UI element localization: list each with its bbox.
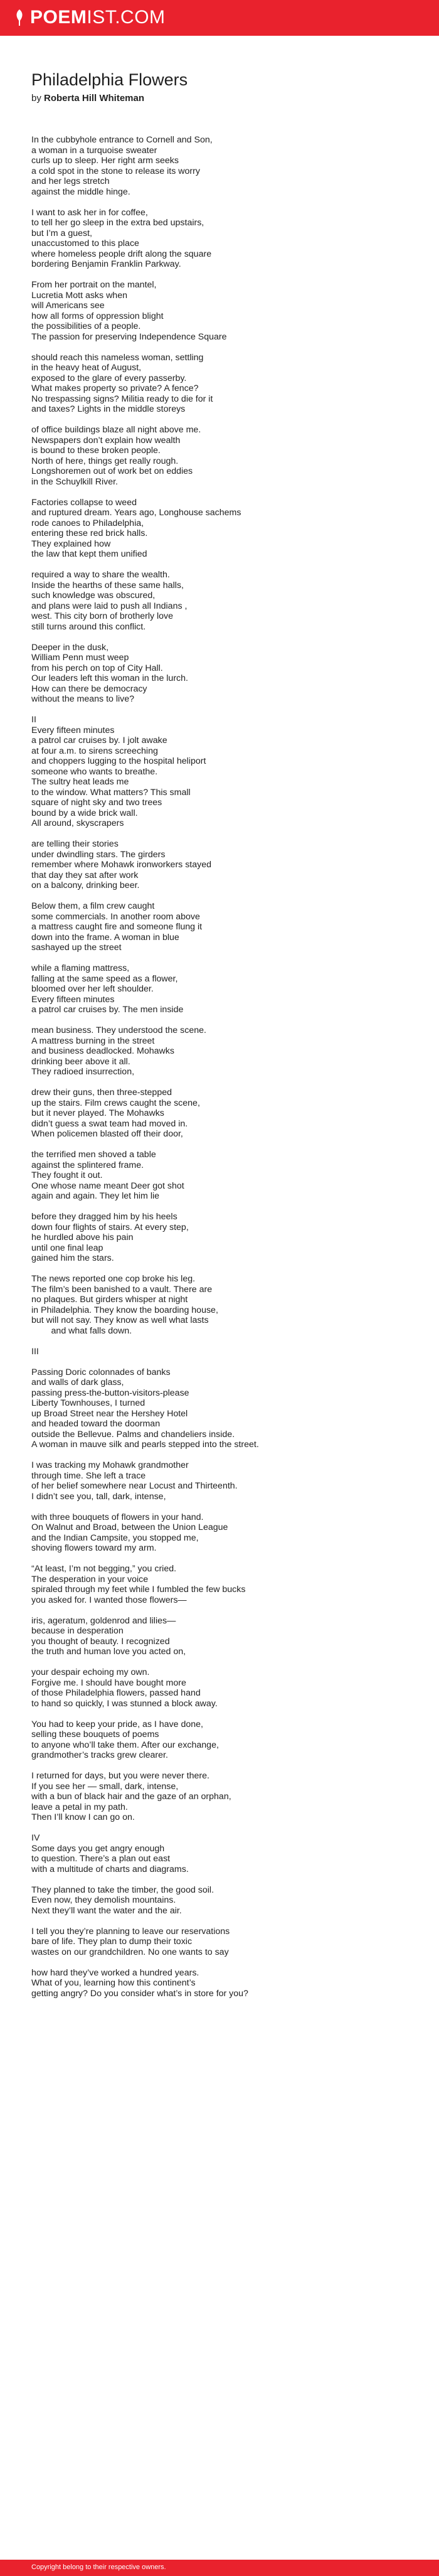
poem-line: and taxes? Lights in the middle storeys — [31, 404, 186, 414]
byline-label: by — [31, 93, 41, 104]
poem-line: you thought of beauty. I recognized — [31, 1636, 170, 1647]
poem-line: Every fifteen minutes — [31, 994, 115, 1005]
poem-line: gained him the stars. — [31, 1253, 114, 1263]
poem-line: against the middle hinge. — [31, 186, 130, 197]
stanza — [31, 715, 408, 829]
poem-line: All around, skyscrapers — [31, 818, 124, 828]
poem-line: selling these bouquets of poems — [31, 1729, 159, 1740]
poem-line: will Americans see — [31, 301, 105, 311]
poem-line: When policemen blasted off their door, — [31, 1129, 183, 1139]
poem-line: on a balcony, drinking beer. — [31, 880, 140, 890]
poem-line: On Walnut and Broad, between the Union League — [31, 1522, 228, 1532]
poem-line: If you see her — small, dark, intense, — [31, 1781, 179, 1792]
poem-line: Passing Doric colonnades of banks — [31, 1367, 171, 1377]
poem-line: some commercials. In another room above — [31, 911, 200, 922]
poem-line: how all forms of oppression blight — [31, 311, 164, 321]
poem-line: I tell you they’re planning to leave our reservations — [31, 1926, 230, 1937]
poem-line: leave a petal in my path. — [31, 1802, 128, 1812]
stanza — [31, 425, 408, 487]
poem-line: again and again. They let him lie — [31, 1191, 160, 1201]
poem-line: One whose name meant Deer got shot — [31, 1180, 184, 1191]
poem-line: at four a.m. to sirens screeching — [31, 746, 158, 756]
poem-line: a woman in a turquoise sweater — [31, 145, 157, 156]
poem-line: A mattress burning in the street — [31, 1035, 155, 1046]
poem-line: but I’m a guest, — [31, 228, 92, 238]
stanza — [31, 1833, 408, 1874]
poem-line: how hard they’ve worked a hundred years. — [31, 1967, 199, 1978]
poem-line: the truth and human love you acted on, — [31, 1647, 186, 1657]
stanza — [31, 1150, 408, 1202]
stanza — [31, 643, 408, 705]
poem-line: outside the Bellevue. Palms and chandeliers inside. — [31, 1429, 235, 1440]
site-footer — [0, 2560, 439, 2576]
poem-line: square of night sky and two trees — [31, 798, 162, 808]
poem-line: drinking beer above it all. — [31, 1056, 130, 1067]
poem-line: and business deadlocked. Mohawks — [31, 1046, 174, 1056]
poem-line: North of here, things get really rough. — [31, 456, 179, 466]
poem-line: to anyone who’ll take them. After our exchange, — [31, 1740, 219, 1750]
poem-line: No trespassing signs? Militia ready to die for it — [31, 393, 213, 404]
poem-line: A woman in mauve silk and pearls stepped into the street. — [31, 1440, 259, 1450]
poem-line: of those Philadelphia flowers, passed hand — [31, 1688, 201, 1698]
poem-line: In the cubbyhole entrance to Cornell and Son, — [31, 135, 213, 145]
stanza — [31, 1025, 408, 1077]
poem-line: Inside the hearths of these same halls, — [31, 580, 184, 591]
poem-line: The film’s been banished to a vault. There are — [31, 1284, 213, 1295]
poem-line: grandmother’s tracks grew clearer. — [31, 1750, 168, 1760]
stanza — [31, 1927, 408, 1958]
poem-line: without the means to live? — [31, 694, 135, 704]
poem-line: III — [31, 1346, 39, 1357]
poem-line: shoving flowers toward my arm. — [31, 1543, 157, 1553]
site-header — [0, 0, 439, 36]
poem-line: a patrol car cruises by. I jolt awake — [31, 735, 167, 746]
poem-body — [31, 135, 408, 2009]
poem-line: with a multitude of charts and diagrams. — [31, 1864, 189, 1874]
poem-line: Below them, a film crew caught — [31, 901, 155, 911]
stanza — [31, 280, 408, 342]
poem-line: the law that kept them unified — [31, 549, 147, 559]
poem-line: the possibilities of a people. — [31, 321, 141, 331]
poem-line: Forgive me. I should have bought more — [31, 1677, 186, 1688]
stanza — [31, 963, 408, 1015]
poem-line: no plaques. But girders whisper at night — [31, 1295, 188, 1305]
poem-line: with a bun of black hair and the gaze of an orphan, — [31, 1792, 231, 1802]
poem-line: before they dragged him by his heels — [31, 1212, 177, 1222]
poem-line: are telling their stories — [31, 839, 119, 849]
poem-line: You had to keep your pride, as I have done, — [31, 1719, 203, 1729]
poem-line: west. This city born of brotherly love — [31, 611, 174, 621]
poem-line: Deeper in the dusk, — [31, 642, 109, 653]
quill-icon — [14, 9, 25, 26]
poem-line: up Broad Street near the Hershey Hotel — [31, 1408, 188, 1419]
poem-line: “At least, I’m not begging,” you cried. — [31, 1564, 177, 1574]
poem-line: spiraled through my feet while I fumbled the few bucks — [31, 1585, 246, 1595]
poem-line: Then I’ll know I can go on. — [31, 1812, 135, 1822]
stanza — [31, 353, 408, 415]
poem-line: and walls of dark glass, — [31, 1377, 124, 1387]
poem-line: From her portrait on the mantel, — [31, 280, 157, 290]
poem-line: The news reported one cop broke his leg. — [31, 1274, 196, 1284]
poem-line: unaccustomed to this place — [31, 238, 139, 249]
poem-line: and her legs stretch — [31, 176, 110, 186]
author-name[interactable]: Roberta Hill Whiteman — [44, 93, 145, 104]
poem-line: where homeless people drift along the square — [31, 249, 212, 259]
poem-line: The passion for preserving Independence Square — [31, 331, 227, 342]
poem-line: a cold spot in the stone to release its worry — [31, 166, 200, 176]
poem-line: I didn’t see you, tall, dark, intense, — [31, 1491, 166, 1502]
poem-line: and ruptured dream. Years ago, Longhouse sachems — [31, 508, 241, 518]
poem-line: the terrified men shoved a table — [31, 1150, 156, 1160]
poem-line: bloomed over her left shoulder. — [31, 984, 154, 994]
poem-line: he hurdled above his pain — [31, 1232, 134, 1243]
stanza — [31, 1212, 408, 1264]
poem-line: passing press-the-button-visitors-please — [31, 1387, 189, 1398]
poem-line: I was tracking my Mohawk grandmother — [31, 1460, 189, 1470]
poem-line: to question. There’s a plan out east — [31, 1854, 171, 1864]
poem-line: entering these red brick halls. — [31, 528, 148, 538]
poem-line: a mattress caught fire and someone flung it — [31, 922, 203, 932]
poem-line: bound by a wide brick wall. — [31, 808, 138, 818]
poem-line: Next they’ll want the water and the air. — [31, 1905, 182, 1916]
stanza — [31, 1719, 408, 1761]
poem-line: while a flaming mattress, — [31, 963, 130, 973]
site-logo[interactable] — [14, 8, 166, 28]
poem-line: in Philadelphia. They know the boarding house, — [31, 1305, 218, 1315]
poem-line: I want to ask her in for coffee, — [31, 207, 148, 218]
poem-line: of office buildings blaze all night above me. — [31, 425, 201, 435]
poem-line: is bound to these broken people. — [31, 446, 161, 456]
poem-line: and the Indian Campsite, you stopped me, — [31, 1532, 199, 1543]
poem-line: They planned to take the timber, the good soil. — [31, 1884, 214, 1895]
poem-line: still turns around this conflict. — [31, 621, 146, 632]
poem-line: until one final leap — [31, 1243, 103, 1253]
poem-line: your despair echoing my own. — [31, 1667, 150, 1677]
poem-line: to tell her go sleep in the extra bed upstairs, — [31, 218, 204, 228]
poem-line: down into the frame. A woman in blue — [31, 932, 179, 943]
poem-line: someone who wants to breathe. — [31, 766, 158, 777]
poem-line: against the splintered frame. — [31, 1160, 144, 1170]
poem-line: bare of life. They plan to dump their toxic — [31, 1937, 193, 1947]
poem-line: through time. She left a trace — [31, 1470, 146, 1481]
poem-line: under dwindling stars. The girders — [31, 849, 166, 860]
stanza — [31, 1667, 408, 1709]
poem-line: to hand so quickly, I was stunned a block away. — [31, 1698, 218, 1709]
poem-line: Our leaders left this woman in the lurch. — [31, 673, 188, 683]
logo-text-bold: POEM — [30, 7, 87, 28]
stanza — [31, 1367, 408, 1450]
poem-line: you asked for. I wanted those flowers— — [31, 1595, 187, 1605]
poem-line: required a way to share the wealth. — [31, 570, 170, 580]
poem-line: IV — [31, 1833, 40, 1843]
poem-line: and choppers lugging to the hospital heliport — [31, 756, 206, 766]
byline — [31, 93, 144, 104]
stanza — [31, 208, 408, 270]
poem-line: and headed toward the doorman — [31, 1419, 161, 1429]
copyright-text: Copyright belong to their respective owners. — [31, 2563, 166, 2571]
poem-line: because in desperation — [31, 1626, 124, 1636]
poem-line: iris, ageratum, goldenrod and lilies— — [31, 1615, 176, 1626]
poem-line: with three bouquets of flowers in your hand. — [31, 1512, 204, 1522]
poem-line: Every fifteen minutes — [31, 725, 115, 735]
poem-line: should reach this nameless woman, settling — [31, 352, 204, 363]
poem-line: bordering Benjamin Franklin Parkway. — [31, 259, 181, 269]
poem-line: exposed to the glare of every passerby. — [31, 373, 187, 383]
poem-line: Longshoremen out of work bet on eddies — [31, 466, 193, 476]
stanza — [31, 1564, 408, 1605]
stanza — [31, 1347, 408, 1357]
poem-title: Philadelphia Flowers — [31, 70, 188, 89]
poem-line: Even now, they demolish mountains. — [31, 1895, 176, 1905]
poem-line: What of you, learning how this continent’s — [31, 1978, 196, 1988]
stanza — [31, 1274, 408, 1336]
poem-line: The desperation in your voice — [31, 1574, 149, 1585]
poem-line: They radioed insurrection, — [31, 1067, 135, 1077]
poem-line: How can there be democracy — [31, 683, 147, 694]
poem-line: They fought it out. — [31, 1170, 103, 1180]
stanza — [31, 1616, 408, 1657]
poem-line: wastes on our grandchildren. No one wants to say — [31, 1947, 229, 1957]
stanza — [31, 570, 408, 632]
stanza — [31, 901, 408, 953]
poem-line: and plans were laid to push all Indians , — [31, 601, 188, 611]
stanza — [31, 135, 408, 197]
stanza — [31, 1885, 408, 1916]
poem-line: in the heavy heat of August, — [31, 363, 142, 373]
poem-line: Liberty Townhouses, I turned — [31, 1398, 145, 1408]
poem-line: William Penn must weep — [31, 653, 129, 663]
poem-line: up the stairs. Film crews caught the scene, — [31, 1098, 200, 1108]
poem-line: falling at the same speed as a flower, — [31, 973, 178, 984]
poem-line: such knowledge was obscured, — [31, 591, 156, 601]
poem-line: Newspapers don’t explain how wealth — [31, 435, 181, 446]
poem-line: down four flights of stairs. At every step, — [31, 1222, 189, 1232]
poem-line: but it never played. The Mohawks — [31, 1108, 164, 1118]
stanza — [31, 839, 408, 891]
poem-line: remember where Mohawk ironworkers stayed — [31, 860, 212, 870]
poem-line: of her belief somewhere near Locust and Thirteenth. — [31, 1481, 238, 1491]
poem-line: Some days you get angry enough — [31, 1843, 165, 1854]
stanza — [31, 1968, 408, 1999]
poem-line: They explained how — [31, 538, 111, 549]
poem-line: What makes property so private? A fence? — [31, 383, 199, 393]
stanza — [31, 1512, 408, 1554]
poem-line: Lucretia Mott asks when — [31, 290, 127, 301]
poem-line: mean business. They understood the scene. — [31, 1025, 206, 1035]
poem-line: to the window. What matters? This small — [31, 787, 191, 798]
poem-line: curls up to sleep. Her right arm seeks — [31, 156, 179, 166]
stanza — [31, 1460, 408, 1502]
poem-line: in the Schuylkill River. — [31, 476, 118, 487]
poem-line: II — [31, 715, 36, 725]
poem-line: rode canoes to Philadelphia, — [31, 518, 144, 528]
poem-line: a patrol car cruises by. The men inside — [31, 1005, 184, 1015]
poem-line: getting angry? Do you consider what’s in store for you? — [31, 1988, 248, 1999]
poem-line: The sultry heat leads me — [31, 777, 129, 787]
logo-text-light: IST.COM — [87, 7, 166, 28]
poem-line: I returned for days, but you were never there. — [31, 1771, 209, 1781]
stanza — [31, 1771, 408, 1823]
stanza — [31, 498, 408, 560]
logo-text — [30, 8, 166, 28]
stanza — [31, 1088, 408, 1140]
poem-line: that day they sat after work — [31, 870, 139, 880]
poem-line: Factories collapse to weed — [31, 497, 137, 508]
poem-line: and what falls down. — [31, 1325, 132, 1336]
poem-line: drew their guns, then three-stepped — [31, 1088, 172, 1098]
poem-line: but will not say. They know as well what lasts — [31, 1315, 209, 1325]
poem-line: didn’t guess a swat team had moved in. — [31, 1118, 188, 1129]
poem-line: sashayed up the street — [31, 943, 122, 953]
poem-line: from his perch on top of City Hall. — [31, 663, 163, 673]
